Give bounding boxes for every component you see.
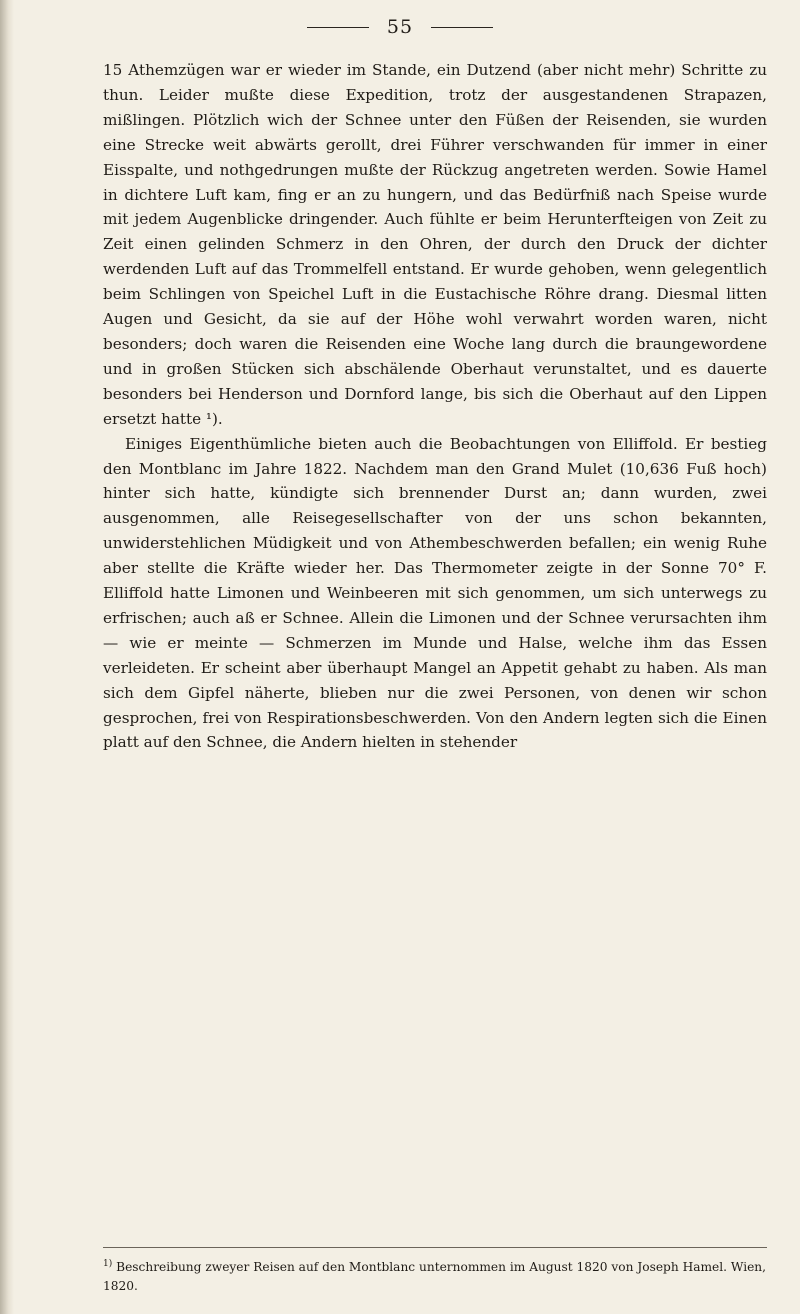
footnote-text: Beschreibung zweyer Reisen auf den Montblanc unternommen im August 1820 von Joseph Hamel. Wien, 1820.: [103, 1260, 767, 1294]
footnote-mark: 1): [103, 1259, 113, 1269]
footnote-divider: [103, 1247, 767, 1248]
body-text: [103, 58, 767, 755]
header-rule-right: [431, 27, 493, 28]
page-header: [0, 12, 800, 42]
page-number: 55: [386, 16, 414, 38]
paragraph: Einiges Eigenthümliche bieten auch die Beobachtungen von Elliffold. Er bestieg den Montblanc im Jahre 1822. Nachdem man den Grand Mulet (10,636 Fuß hoch) hinter sich hatte, kündigte sich brennender Durst an; dann wurden, zwei ausgenommen, alle Reisegesellschafter von der uns schon bekannten, unwiderstehlichen Müdigkeit und von Athembeschwerden befallen; ein wenig Ruhe aber stellte die Kräfte wieder her. Das Thermometer zeigte in der Sonne 70° F. Elliffold hatte Limonen und Weinbeeren mit sich genommen, um sich unterwegs zu erfrischen; auch aß er Schnee. Allein die Limonen und der Schnee verursachten ihm — wie er meinte — Schmerzen im Munde und Halse, welche ihm das Essen verleideten. Er scheint aber überhaupt Mangel an Appetit gehabt zu haben. Als man sich dem Gipfel näherte, blieben nur die zwei Personen, von denen wir schon gesprochen, frei von Respirationsbeschwerden. Von den Andern legten sich die Einen platt auf den Schnee, die Andern hielten in stehender: [103, 434, 767, 752]
paragraph: 15 Athemzügen war er wieder im Stande, ein Dutzend (aber nicht mehr) Schritte zu thun. Leider mußte diese Expedition, trotz der ausgestandenen Strapazen, mißlingen. Plötzlich wich der Schnee unter den Füßen der Reisenden, sie wurden eine Strecke weit abwärts gerollt, drei Führer verschwanden für immer in einer Eisspalte, und nothgedrungen mußte der Rückzug angetreten werden. Sowie Hamel in dichtere Luft kam, fing er an zu hungern, und das Bedürfniß nach Speise wurde mit jedem Augenblicke dringender. Auch fühlte er beim Herunterfteigen von Zeit zu Zeit einen gelinden Schmerz in den Ohren, der durch den Druck der dichter werdenden Luft auf das Trommelfell entstand. Er wurde gehoben, wenn gelegentlich beim Schlingen von Speichel Luft in die Eustachische Röhre drang. Diesmal litten Augen und Gesicht, da sie auf der Höhe wohl verwahrt worden waren, nicht besonders; doch waren die Reisenden eine Woche lang durch die braungewordene und in großen Stücken sich abschälende Oberhaut verunstaltet, und es dauerte besonders bei Henderson und Dornford lange, bis sich die Oberhaut auf den Lippen ersetzt hatte ¹).: [103, 61, 767, 428]
footnote: [103, 1255, 767, 1296]
header-rule-left: [307, 27, 369, 28]
page-gutter-shadow: [0, 0, 14, 1314]
